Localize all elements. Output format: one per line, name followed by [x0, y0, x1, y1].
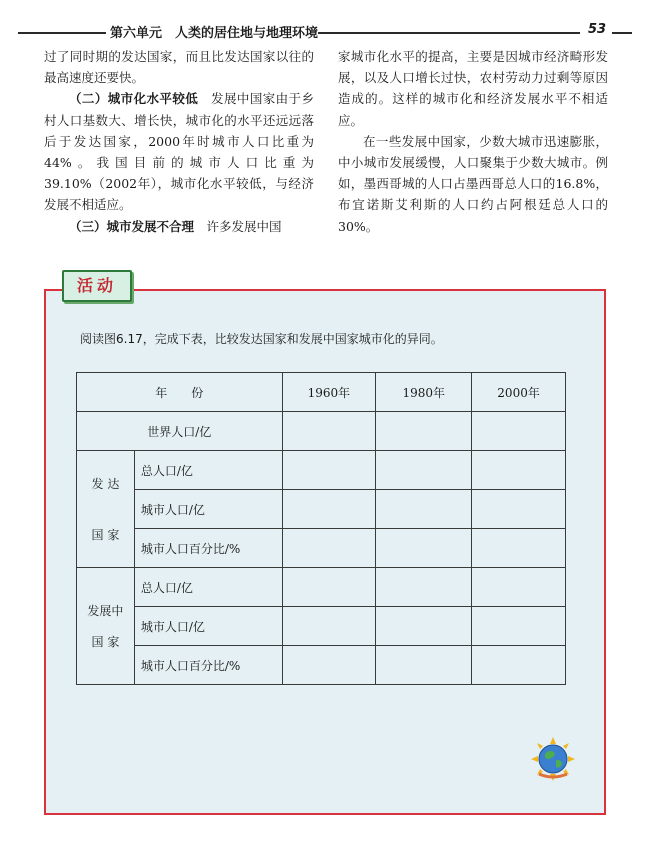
answer-cell[interactable] [282, 529, 376, 568]
section-heading: （二）城市化水平较低 [69, 91, 199, 107]
total-population-label: 总人口/亿 [134, 451, 282, 490]
paragraph [44, 88, 314, 215]
group-label-line: 发 达 [91, 477, 120, 491]
year-header: 年 份 [77, 373, 283, 412]
left-column [44, 46, 314, 237]
answer-cell[interactable] [282, 490, 376, 529]
activity-instruction: 阅读图6.17，完成下表，比较发达国家和发展中国家城市化的异同。 [80, 332, 443, 346]
answer-cell[interactable] [472, 412, 566, 451]
table-row [77, 412, 566, 451]
table-header-row [77, 373, 566, 412]
table-row [77, 529, 566, 568]
urbanization-table [76, 372, 566, 685]
header-rule-middle [318, 32, 580, 34]
urban-population-label: 城市人口/亿 [134, 607, 282, 646]
answer-cell[interactable] [376, 490, 472, 529]
paragraph-text: 许多发展中国 [194, 218, 282, 234]
answer-cell[interactable] [472, 607, 566, 646]
answer-cell[interactable] [376, 412, 472, 451]
paragraph: 在一些发展中国家，少数大城市迅速膨胀，中小城市发展缓慢，人口聚集于少数大城市。例如，墨西哥城的人口占墨西哥总人口的16.8%，布宜诺斯艾利斯的人口约占阿根廷总人口的30%。 [338, 133, 608, 234]
answer-cell[interactable] [472, 646, 566, 685]
urban-population-label: 城市人口/亿 [134, 490, 282, 529]
right-column [338, 46, 608, 237]
globe-mascot-icon [530, 736, 576, 782]
total-population-label: 总人口/亿 [134, 568, 282, 607]
answer-cell[interactable] [472, 490, 566, 529]
answer-cell[interactable] [472, 451, 566, 490]
unit-title: 第六单元 人类的居住地与地理环境 [106, 22, 322, 41]
answer-cell[interactable] [282, 412, 376, 451]
answer-cell[interactable] [376, 607, 472, 646]
answer-cell[interactable] [376, 451, 472, 490]
group-label-line: 国 家 [91, 528, 120, 542]
answer-cell[interactable] [282, 568, 376, 607]
answer-cell[interactable] [376, 646, 472, 685]
answer-cell[interactable] [282, 646, 376, 685]
header-rule-left [18, 32, 108, 34]
table-row [77, 607, 566, 646]
page-header [18, 22, 632, 42]
group-label-line: 国 家 [91, 635, 120, 649]
answer-cell[interactable] [282, 607, 376, 646]
developed-countries-label [77, 451, 135, 568]
answer-cell[interactable] [282, 451, 376, 490]
table-row [77, 490, 566, 529]
year-1960: 1960年 [282, 373, 376, 412]
paragraph [44, 216, 314, 237]
table-row [77, 451, 566, 490]
answer-cell[interactable] [472, 529, 566, 568]
year-2000: 2000年 [472, 373, 566, 412]
table-row [77, 568, 566, 607]
table-row [77, 646, 566, 685]
group-label-line: 发展中 [87, 604, 124, 618]
activity-label: 活动 [76, 276, 117, 295]
activity-tab [62, 270, 132, 302]
answer-cell[interactable] [376, 529, 472, 568]
paragraph: 过了同时期的发达国家，而且比发达国家以往的最高速度还要快。 [44, 49, 314, 86]
paragraph: 家城市化水平的提高，主要是因城市经济畸形发展，以及人口增长过快，农村劳动力过剩等原因造成的。这样的城市化和经济发展水平不相适应。 [338, 49, 608, 128]
answer-cell[interactable] [472, 568, 566, 607]
header-rule-right [612, 32, 632, 34]
urban-percentage-label: 城市人口百分比/% [134, 646, 282, 685]
answer-cell[interactable] [376, 568, 472, 607]
urban-percentage-label: 城市人口百分比/% [134, 529, 282, 568]
year-1980: 1980年 [376, 373, 472, 412]
paragraph-text: 发展中国家由于乡村人口基数大、增长快，城市化的水平还远远落后于发达国家，2000年时城市人口比重为44%。我国目前的城市人口比重为39.10%（2002年），城市化水平较低，与经济发展不相适应。 [44, 91, 314, 213]
page-number: 53 [584, 22, 610, 37]
developing-countries-label [77, 568, 135, 685]
world-population-label: 世界人口/亿 [77, 412, 283, 451]
section-heading: （三）城市发展不合理 [69, 218, 195, 234]
